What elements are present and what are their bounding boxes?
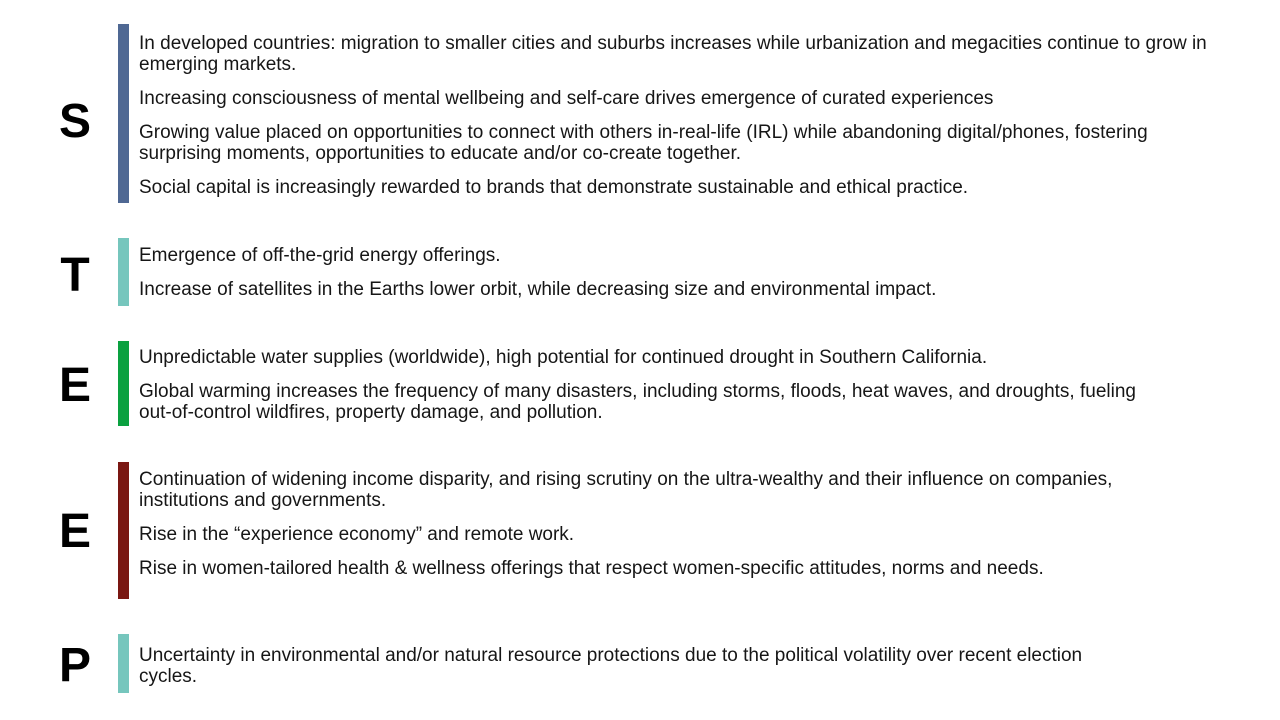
list-item: Unpredictable water supplies (worldwide), high potential for continued drought in Southern California.	[139, 347, 988, 368]
social-letter: S	[58, 95, 91, 148]
environmental-bar	[118, 341, 129, 426]
economic-letter: E	[58, 505, 91, 558]
technological-bar	[118, 238, 129, 306]
list-item: Growing value placed on opportunities to connect with others in-real-life (IRL) while abandoning digital/phones, fostering surprising moments, opportunities to educate and/or co-create together.	[139, 122, 1148, 164]
technological-list	[139, 245, 1179, 313]
list-item: Social capital is increasingly rewarded to brands that demonstrate sustainable and ethical practice.	[139, 177, 969, 198]
list-item: Rise in the “experience economy” and remote work.	[139, 524, 575, 545]
technological-letter: T	[60, 249, 90, 302]
political-bar	[118, 634, 129, 693]
social-bar	[118, 24, 129, 203]
economic-bar	[118, 462, 129, 599]
list-item: Continuation of widening income disparity, and rising scrutiny on the ultra-wealthy and their influence on companies, institutions and governments.	[139, 469, 1113, 511]
list-item: In developed countries: migration to smaller cities and suburbs increases while urbanization and megacities continue to grow in emerging markets.	[139, 33, 1207, 75]
list-item: Increase of satellites in the Earths lower orbit, while decreasing size and environmental impact.	[139, 279, 937, 300]
environmental-list	[139, 347, 1169, 436]
economic-list	[139, 469, 1169, 592]
social-list	[139, 33, 1224, 211]
list-item: Rise in women-tailored health & wellness offerings that respect women-specific attitudes, norms and needs.	[139, 558, 1044, 579]
list-item: Uncertainty in environmental and/or natural resource protections due to the political volatility over recent election cycles.	[139, 645, 1083, 687]
political-list	[139, 645, 1139, 700]
environmental-letter: E	[58, 359, 91, 412]
political-letter: P	[58, 639, 91, 692]
list-item: Increasing consciousness of mental wellbeing and self-care drives emergence of curated experiences	[139, 88, 994, 109]
list-item: Emergence of off-the-grid energy offerings.	[139, 245, 501, 266]
list-item: Global warming increases the frequency of many disasters, including storms, floods, heat waves, and droughts, fueling out-of-control wildfires, property damage, and pollution.	[139, 381, 1136, 423]
